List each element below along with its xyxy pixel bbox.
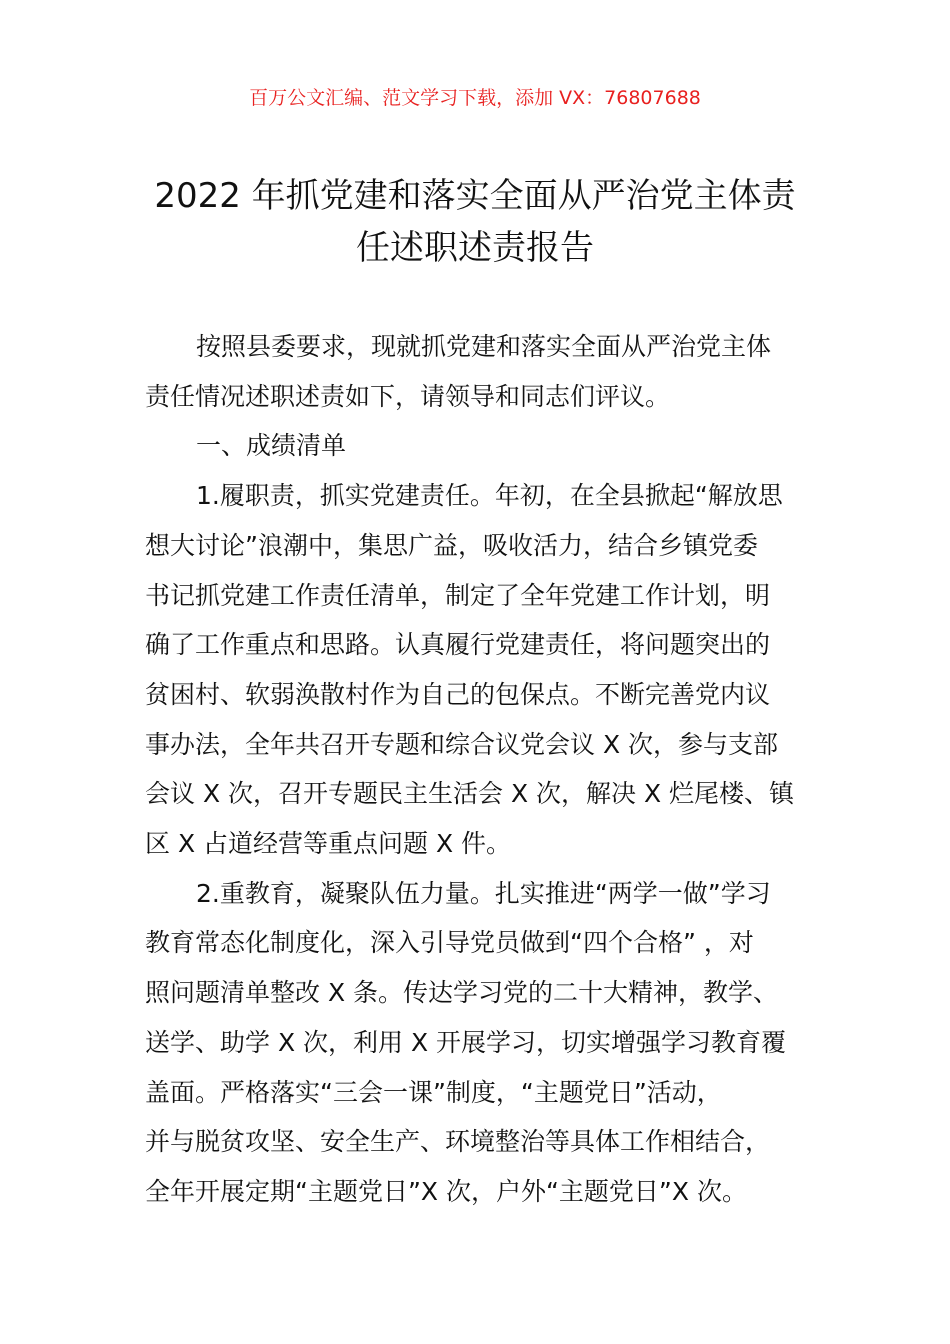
paragraph-line: 照问题清单整改 X 条。传达学习党的二十大精神，教学、	[145, 978, 779, 1008]
paragraph-line: 书记抓党建工作责任清单，制定了全年党建工作计划，明	[145, 580, 771, 610]
paragraph-line: 1.履职责，抓实党建责任。年初，在全县掀起“解放思	[196, 481, 783, 511]
paragraph-line: 全年开展定期“主题党日”X 次，户外“主题党日”X 次。	[145, 1176, 747, 1206]
paragraph-line: 送学、助学 X 次，利用 X 开展学习，切实增强学习教育覆	[145, 1027, 787, 1057]
title-line: 2022 年抓党建和落实全面从严治党主体责	[154, 176, 796, 216]
paragraph-line: 事办法，全年共召开专题和综合议党会议 X 次，参与支部	[145, 729, 779, 759]
paragraph-line: 贫困村、软弱涣散村作为自己的包保点。不断完善党内议	[145, 679, 771, 709]
paragraph-line: 确了工作重点和思路。认真履行党建责任，将问题突出的	[145, 630, 771, 660]
paragraph-line: 区 X 占道经营等重点问题 X 件。	[145, 829, 512, 859]
paragraph-line: 2.重教育，凝聚队伍力量。扎实推进“两学一做”学习	[196, 878, 771, 908]
section-heading: 一、成绩清单	[196, 431, 347, 461]
paragraph-line: 按照县委要求，现就抓党建和落实全面从严治党主体	[196, 332, 772, 361]
paragraph-line: 教育常态化制度化，深入引导党员做到“四个合格” ，对	[145, 928, 754, 958]
title-line: 任述职述责报告	[356, 228, 594, 268]
paragraph-line: 责任情况述职述责如下，请领导和同志们评议。	[145, 381, 671, 411]
paragraph-line: 想大讨论”浪潮中，集思广益，吸收活力，结合乡镇党委	[145, 530, 758, 560]
paragraph-line: 盖面。严格落实“三会一课”制度，“主题党日”活动，	[145, 1077, 722, 1107]
document-body	[145, 322, 810, 1217]
paragraph-line: 并与脱贫攻坚、安全生产、环境整治等具体工作相结合，	[145, 1127, 771, 1157]
header-note: 百万公文汇编、范文学习下载，添加 VX：76807688	[249, 87, 701, 109]
document-title	[120, 170, 830, 274]
paragraph-line: 会议 X 次，召开专题民主生活会 X 次，解决 X 烂尾楼、镇	[145, 779, 795, 809]
